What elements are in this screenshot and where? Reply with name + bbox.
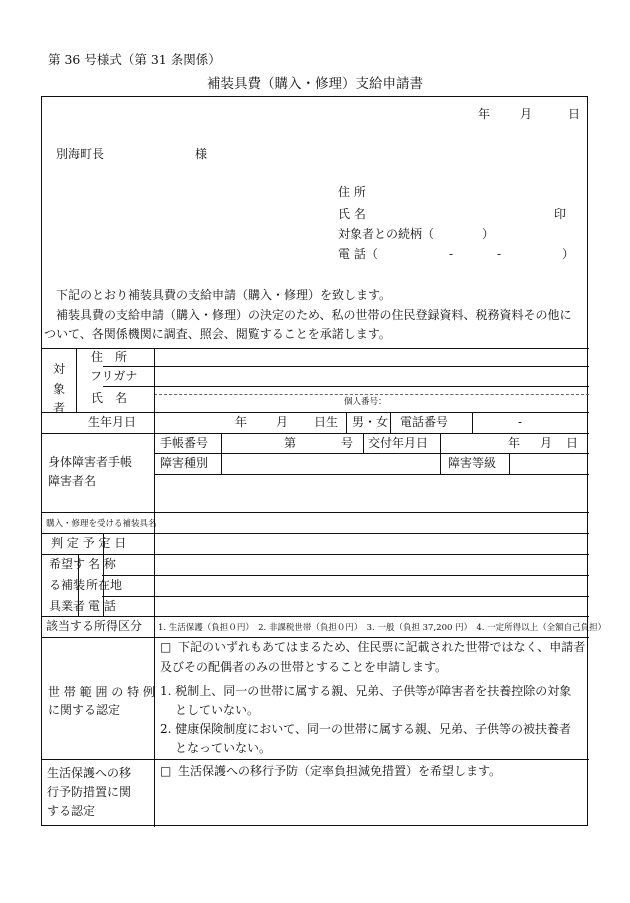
subject-group-label: 者: [53, 401, 66, 415]
birthdate-label: 生年月日: [88, 415, 137, 429]
subject-name-label: 氏 名: [91, 391, 128, 405]
issue-date-label: 交付年月日: [368, 436, 429, 450]
declaration-line: 下記のとおり補装具費の支給申請（購入・修理）を致します。: [56, 288, 392, 302]
vendor-label: 具業者: [49, 599, 86, 613]
device-name-label: 購入・修理を受ける補装具名: [46, 519, 157, 529]
document-title: 補装具費（購入・修理）支給申請書: [207, 76, 423, 92]
household-special-label: に関する認定: [48, 703, 121, 717]
phone-number-label: 電話番号: [400, 415, 449, 429]
vendor-phone-label: 電 話: [88, 599, 116, 613]
birth-year-label: 年: [235, 415, 248, 429]
subject-group-label: 象: [53, 382, 66, 396]
disability-type-label: 障害種別: [160, 456, 209, 470]
household-condition-1: 1. 税制上、同一の世帯に属する親、兄弟、子供等が障害者を扶養控除の対象: [160, 684, 572, 698]
welfare-text: 生活保護への移行予防（定率負担減免措置）を希望します。: [178, 764, 502, 778]
notebook-go-label: 号: [341, 436, 354, 450]
disability-notebook-label: 身体障害者手帳: [48, 455, 133, 469]
welfare-label: 生活保護への移: [47, 766, 132, 780]
vendor-label: る補装: [49, 578, 86, 592]
household-special-label: 世 帯 範 囲 の 特 例: [48, 685, 155, 699]
issue-month-label: 月: [540, 436, 553, 450]
phone-dash: -: [518, 415, 523, 429]
date-day-label: 日: [568, 107, 581, 121]
disability-name-label: 障害者名: [48, 474, 97, 488]
applicant-name-label: 氏 名: [338, 207, 366, 221]
vendor-location-label: 所在地: [86, 578, 123, 592]
birth-month-label: 月: [276, 415, 289, 429]
subject-group-label: 対: [53, 362, 66, 376]
household-condition-2: 2. 健康保険制度において、同一の世帯に属する親、兄弟、子供等の被扶養者: [160, 722, 572, 736]
issue-year-label: 年: [508, 436, 521, 450]
welfare-label: 行予防措置に関: [47, 785, 132, 799]
form-number: 第 36 号様式（第 31 条関係）: [48, 52, 221, 67]
birth-day-label: 日生: [314, 415, 339, 429]
date-month-label: 月: [520, 107, 533, 121]
subject-address-label: 住 所: [91, 350, 128, 364]
applicant-phone-label: 電 話（: [338, 247, 378, 261]
addressee: 別海町長: [56, 147, 105, 161]
relation-label: 対象者との続柄（ ）: [338, 227, 495, 241]
sex-label: 男・女: [352, 415, 389, 429]
household-condition-1: としていない。: [175, 703, 260, 717]
household-checkbox[interactable]: □: [160, 640, 172, 654]
declaration-line: 補装具費の支給申請（購入・修理）の決定のため、私の世帯の住民登録資料、税務資料その他に: [56, 308, 572, 322]
date-year-label: 年: [478, 107, 491, 121]
income-category-label: 該当する所得区分: [46, 619, 143, 633]
seal-label: 印: [554, 207, 567, 221]
phone-dash: -: [497, 247, 502, 261]
vendor-label: 希望す: [49, 557, 86, 571]
personal-number-label: 個人番号：: [344, 397, 387, 407]
welfare-checkbox[interactable]: □: [160, 764, 172, 778]
furigana-label: フリガナ: [90, 369, 138, 383]
application-form: [41, 96, 607, 826]
household-condition-2: となっていない。: [175, 741, 272, 755]
household-text: 下記のいずれもあてはまるため、住民票に記載された世帯ではなく、申請者: [178, 640, 586, 654]
judgement-date-label: 判 定 予 定 日: [51, 536, 127, 550]
declaration-line: ついて、各関係機関に調査、照会、閲覧することを承諾します。: [44, 327, 391, 341]
vendor-name-label: 名 称: [88, 557, 116, 571]
income-category-options: 1. 生活保護（負担０円） 2. 非課税世帯（負担０円） 3. 一般（負担 37,200 円） 4. 一定所得以上（全額自己負担）: [158, 623, 607, 633]
disability-grade-label: 障害等級: [448, 456, 497, 470]
notebook-number-label: 手帳番号: [160, 436, 209, 450]
welfare-label: する認定: [47, 804, 96, 818]
notebook-dai-label: 第: [284, 436, 297, 450]
honorific: 様: [195, 147, 208, 161]
phone-dash: -: [449, 247, 454, 261]
phone-close: ）: [562, 247, 575, 261]
household-text: 及びその配偶者のみの世帯とすることを申請します。: [160, 660, 448, 674]
applicant-address-label: 住 所: [338, 185, 366, 199]
issue-day-label: 日: [566, 436, 579, 450]
